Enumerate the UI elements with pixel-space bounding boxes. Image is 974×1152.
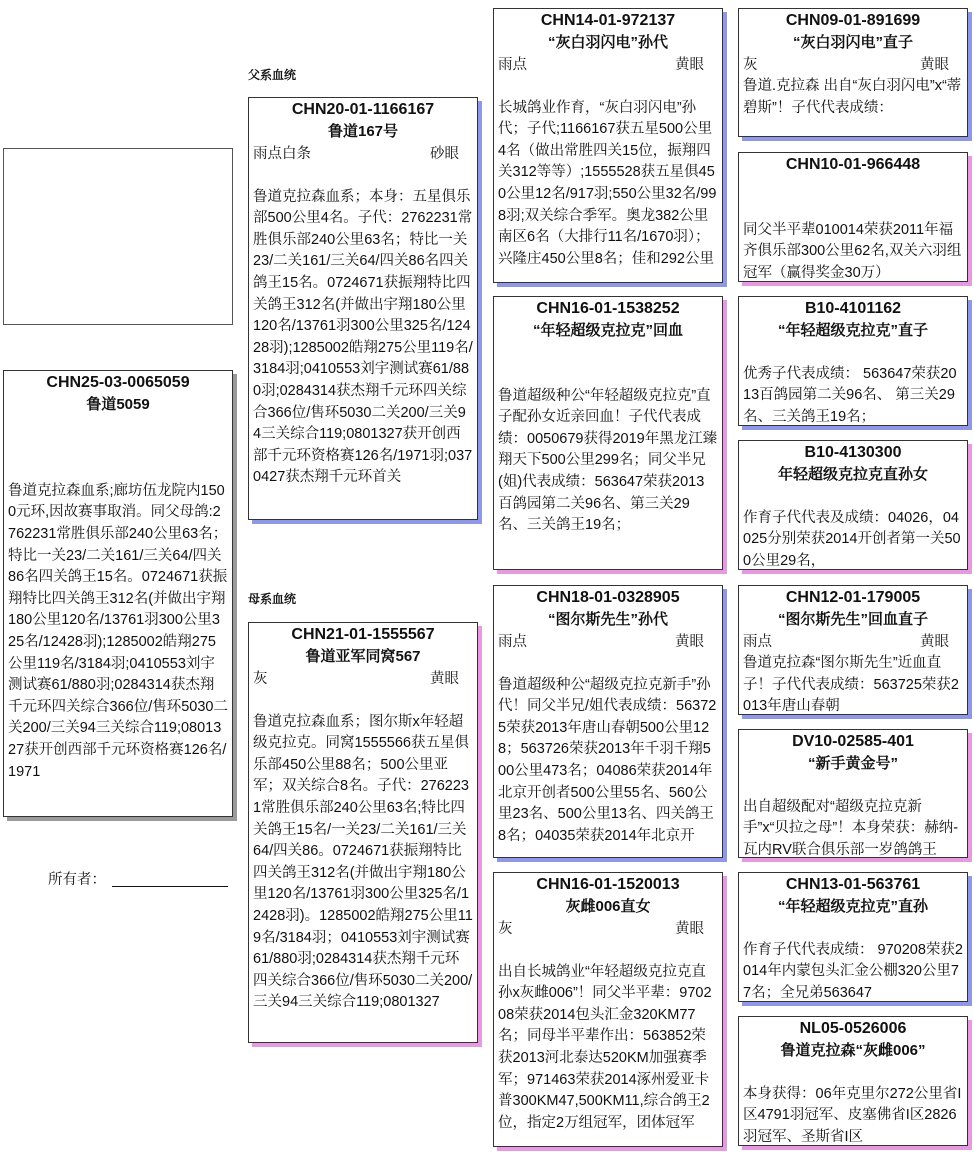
description: 本身获得：06年克里尔272公里省I区4791羽冠军、皮塞佛省I区2826羽冠军、圣斯省I区 xyxy=(743,1085,962,1145)
eye-type: 黄眼 xyxy=(430,671,459,687)
pigeon-name: “年轻超级克拉克”直子 xyxy=(777,322,928,339)
great-grandparent-card xyxy=(738,440,968,570)
ring-number: CHN18-01-0328905 xyxy=(536,589,680,606)
pigeon-name: 灰雌006直女 xyxy=(565,898,651,915)
great-grandparent-card xyxy=(738,729,968,858)
ring-number: CHN12-01-179005 xyxy=(785,589,921,606)
pigeon-name: 鲁道亚军同窝567 xyxy=(305,648,421,665)
description: 鲁道克拉森血系;廊坊伍龙院内1500元环,因故赛事取消。同父母鸽:2762231常胜俱乐部240公里63名；特比一关23/二关161/三关64/四关86名四关鸽王15名。0724671获振翔特比四关鸽王312名(并做出宇翔180公里120名/13761羽300公里325名/12428羽);1285002皓翔275公里119名/3184羽;0410553刘宇测试赛61/880羽;0284314获杰翔千元环四关综合366位/售环5030二关200/三关94三关综合119;0801327获开创西部千元环资格赛126名/1971 xyxy=(8,482,228,780)
description: 鲁道克拉森“图尔斯先生”近血直子！子代代表成绩：563725荣获2013年唐山春朝 xyxy=(743,655,959,715)
ring-number: NL05-0526006 xyxy=(799,1020,907,1037)
eye-type: 黄眼 xyxy=(675,921,704,937)
description: 同父半平辈010014荣获2011年福齐俱乐部300公里62名,双关六羽组冠军（赢得奖金30万） xyxy=(743,221,962,281)
description: 鲁道克拉森血系；本身：五星俱乐部500公里4名。子代：2762231常胜俱乐部240公里63名；特比一关23/二关161/三关64/四关86名四关鸽王15名。0724671获振翔特比四关鸽王312名(并做出宇翔180公里120名/13761羽300公里325名/12428羽);1285002皓翔275公里119名/3184羽;0410553刘宇测试赛61/880羽;0284314获杰翔千元环四关综合366位/售环5030二关200/三关94三关综合119;0801327获开创西部千元环资格赛126名/1971羽;0370427获杰翔千元环首关 xyxy=(253,188,473,486)
owner-label: 所有者： xyxy=(48,872,106,888)
pigeon-name: “年轻超级克拉克”直孙 xyxy=(777,898,928,915)
ring-number: DV10-02585-401 xyxy=(792,733,914,750)
ring-number: CHN14-01-972137 xyxy=(540,12,676,29)
feather-color: 雨点白条 xyxy=(253,146,311,162)
ring-number: B10-4130300 xyxy=(804,444,902,461)
description: 优秀子代表成绩： 563647荣获2013百鸽园第二关96名、 第三关29名、三关鸽王19名； xyxy=(743,365,957,425)
ring-number: CHN21-01-1555567 xyxy=(291,626,435,643)
pigeon-name: 鲁道167号 xyxy=(327,123,399,140)
ring-number: CHN25-03-0065059 xyxy=(46,374,190,391)
feather-color: 灰 xyxy=(253,671,268,687)
feather-color: 灰 xyxy=(498,921,513,937)
ring-number: CHN16-01-1520013 xyxy=(536,876,680,893)
eye-type: 黄眼 xyxy=(675,57,704,73)
great-grandparent-card xyxy=(738,1016,968,1146)
ring-number: CHN13-01-563761 xyxy=(785,876,921,893)
ring-number: CHN16-01-1538252 xyxy=(536,300,680,317)
owner-field[interactable] xyxy=(112,886,228,887)
description: 出自长城鸽业“年轻超级克拉克直孙x灰雌006”！同父半平辈：970208荣获2014包头汇金320KM77名；同母半平辈作出：563852荣获2013河北泰达520KM加强赛季军；971463荣获2014涿州爱亚卡普300KM47,500KM11,综合鸽王2位，指定2万组冠军，团体冠军 xyxy=(498,963,712,1131)
grandparent-card xyxy=(493,8,723,283)
pigeon-name: 鲁道克拉森“灰雌006” xyxy=(780,1042,926,1059)
great-grandparent-card xyxy=(738,872,968,1002)
description: 作育子代代表成绩： 970208荣获2014年内蒙包头汇金公棚320公里77名；全兄弟563647 xyxy=(743,941,963,1001)
description: 鲁道超级种公“年轻超级克拉克”直子配孙女近亲回血！子代代表成绩：0050679获得2019年黑龙江臻翔天下500公里299名；同父半兄(姐)代表成绩：563647荣获2013百鸽园第二关96名、第三关29名、三关鸽王19名； xyxy=(498,387,718,534)
description: 出自超级配对“超级克拉克新手”x“贝拉之母”！本身荣获：赫纳-瓦内RV联合俱乐部一岁鸽鸽王 xyxy=(743,798,959,858)
pigeon-name: “灰白羽闪电”孙代 xyxy=(547,34,668,51)
eye-type: 黄眼 xyxy=(920,634,949,650)
pigeon-name: “图尔斯先生”孙代 xyxy=(547,611,668,628)
pigeon-name: “灰白羽闪电”直子 xyxy=(792,34,913,51)
pigeon-name xyxy=(743,176,963,198)
pigeon-name: 鲁道5059 xyxy=(86,396,150,413)
eye-type: 黄眼 xyxy=(920,57,949,73)
ring-number: CHN10-01-966448 xyxy=(785,156,921,173)
feather-color: 雨点 xyxy=(743,634,772,650)
dam-line-label: 母系血统 xyxy=(248,592,297,606)
pigeon-name: “年轻超级克拉克”回血 xyxy=(532,322,683,339)
ring-number: CHN20-01-1166167 xyxy=(291,101,435,118)
feather-color: 雨点 xyxy=(498,57,527,73)
sire-line-label: 父系血统 xyxy=(248,68,297,82)
eye-type: 黄眼 xyxy=(675,634,704,650)
sire-card xyxy=(248,97,478,520)
description: 鲁道克拉森血系；图尔斯x年轻超级克拉克。同窝1555566获五星俱乐部450公里88名；500公里亚军；双关综合8名。子代：2762231常胜俱乐部240公里63名;特比四关鸽王15名/一关23/二关161/三关64/四关86。0724671获振翔特比四关鸽王312名(并做出宇翔180公里120名/13761羽300公里325名/12428羽)。1285002皓翔275公里119名/3184羽；0410553刘宇测试赛61/880羽;0284314获杰翔千元环四关综合366位/售环5030二关200/三关94三关综合119;0801327 xyxy=(253,713,473,1011)
great-grandparent-card xyxy=(738,585,968,715)
grandparent-card xyxy=(493,872,723,1147)
description: 鲁道.克拉森 出自“灰白羽闪电”x“蒂碧斯”！子代代表成绩： xyxy=(743,78,962,116)
description: 鲁道超级种公“超级克拉克新手”孙代！同父半兄/姐代表成绩：563725荣获2013年唐山春朝500公里128；563726荣获2013年千羽千翔500公里473名；04086荣获2014年北京开创者500公里55名、560公里23名、500公里13名、四关鸽王8名；04035荣获2014年北京开 xyxy=(498,676,717,844)
dam-card xyxy=(248,622,478,1043)
great-grandparent-card xyxy=(738,8,968,137)
great-grandparent-card xyxy=(738,296,968,426)
grandparent-card xyxy=(493,585,723,858)
grandparent-card xyxy=(493,296,723,570)
ring-number: B10-4101162 xyxy=(804,300,902,317)
photo-placeholder xyxy=(3,148,233,325)
pigeon-name: 年轻超级克拉克直孙女 xyxy=(777,466,928,483)
pigeon-name: “图尔斯先生”回血直子 xyxy=(777,611,928,628)
ring-number: CHN09-01-891699 xyxy=(785,12,921,29)
description: 作育子代代表及成绩：04026，04025分别荣获2014开创者第一关500公里29名， xyxy=(743,509,961,569)
great-grandparent-card xyxy=(738,152,968,282)
description: 长城鸽业作育，“灰白羽闪电”孙代；子代;1166167获五星500公里4名（做出常胜四关15位，振翔四关312等等）;1555528获五星俱450公里12名/917羽;550公里32名/998羽;双关综合季军。奥龙382公里南区6名（大排行11名/1670羽）；兴隆庄450公里8名；佳和292公里 xyxy=(498,99,717,267)
pigeon-name: “新手黄金号” xyxy=(807,755,898,772)
eye-type: 砂眼 xyxy=(430,146,459,162)
feather-color: 灰 xyxy=(743,57,758,73)
feather-color: 雨点 xyxy=(498,634,527,650)
subject-card xyxy=(3,370,233,817)
